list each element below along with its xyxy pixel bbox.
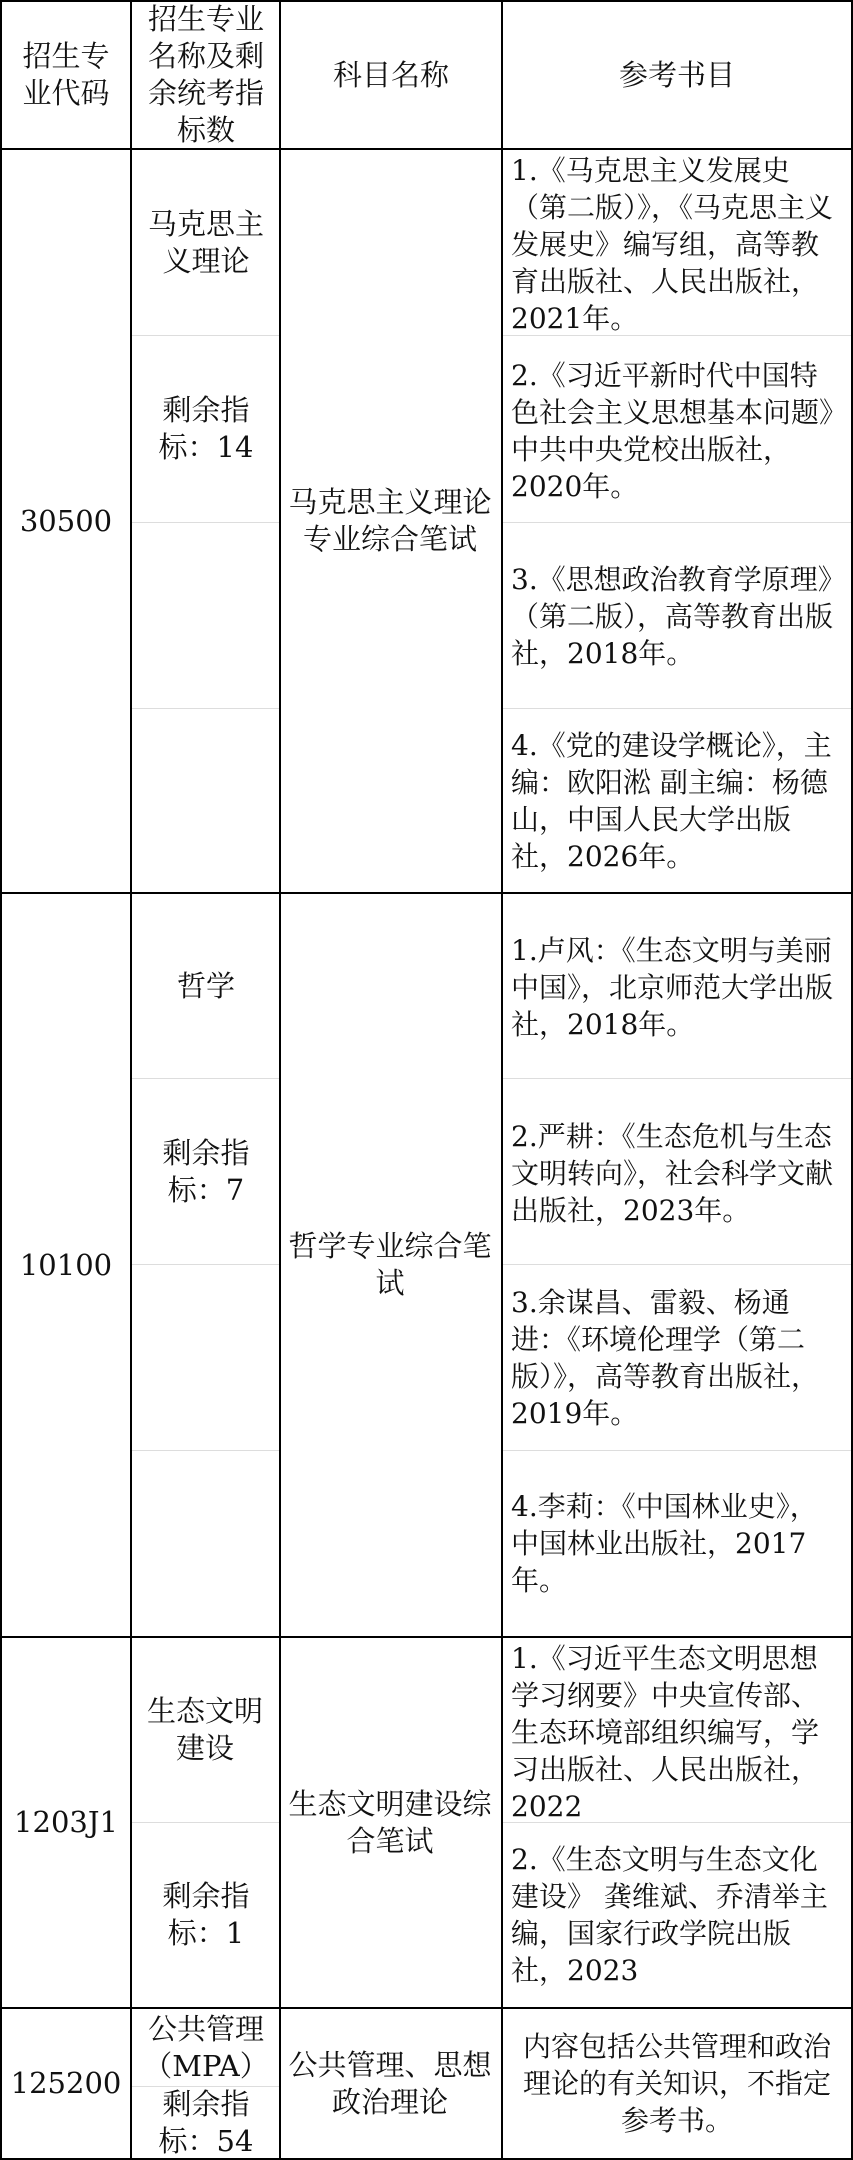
book-entry: 1.《马克思主义发展史（第二版）》，《马克思主义发展史》编写组，高等教育出版社、人民出版社，2021年。 [511,154,834,335]
major-name: 哲学 [176,968,235,1003]
major-code: 1203J1 [14,1805,118,1839]
remaining-quota: 剩余指标：7 [162,1135,250,1207]
subject-name: 哲学专业综合笔试 [288,1229,492,1300]
book-entry: 1.《习近平生态文明思想学习纲要》中央宣传部、生态环境部组织编写，学习出版社、人民出版社，2022 [511,1642,820,1823]
book-entry: 2.严耕：《生态危机与生态文明转向》，社会科学文献出版社，2023年。 [511,1120,834,1227]
major-name: 公共管理（MPA） [143,2011,269,2083]
subrow-line [132,522,279,523]
header-code: 招生专业代码 [22,39,110,110]
column-divider [279,0,281,2160]
book-entry: 3.《思想政治教育学原理》（第二版），高等教育出版社，2018年。 [511,563,834,670]
subject-name: 马克思主义理论专业综合笔试 [288,485,492,556]
book-entry: 内容包括公共管理和政治理论的有关知识，不指定参考书。 [522,2030,831,2137]
book-entry: 2.《习近平新时代中国特色社会主义思想基本问题》中共中央党校出版社，2020年。 [511,359,834,503]
major-code: 30500 [19,503,113,538]
remaining-quota: 剩余指标：14 [158,393,254,464]
subrow-line [132,1450,279,1451]
subrow-line [503,1450,851,1451]
subject-name: 生态文明建设综合笔试 [288,1786,492,1858]
remaining-quota: 剩余指标：1 [162,1879,250,1950]
subrow-line [503,1078,851,1079]
column-divider [130,0,132,2160]
major-name: 生态文明建设 [146,1694,263,1765]
table-border-left [0,0,2,2160]
subrow-line [503,1264,851,1265]
major-name: 马克思主义理论 [147,206,264,278]
subrow-line [132,708,279,709]
subject-name: 公共管理、思想政治理论 [288,2047,492,2119]
book-entry: 4.《党的建设学概论》，主 编：欧阳淞 副主编：杨德山，中国人民大学出版社，2026年。 [511,729,832,873]
book-entry: 1.卢风：《生态文明与美丽中国》，北京师范大学出版社，2018年。 [511,934,834,1041]
book-entry: 3.余谋昌、雷毅、杨通进：《环境伦理学（第二版）》，高等教育出版社，2019年。 [511,1286,820,1430]
subrow-line [503,708,851,709]
major-code: 125200 [10,2066,122,2100]
major-code: 10100 [19,1247,113,1282]
book-entry: 2.《生态文明与生态文化建设》 龚维斌、乔清举主编，国家行政学院出版社，2023 [511,1843,828,1987]
book-entry: 4.李莉：《中国林业史》，中国林业出版社，2017年。 [511,1490,818,1597]
header-major: 招生专业名称及剩余统考指标数 [147,2,264,147]
header-subject: 科目名称 [332,57,449,92]
remaining-quota: 剩余指标：54 [158,2086,254,2158]
header-books: 参考书目 [618,57,735,92]
subrow-line [503,522,851,523]
subrow-line [132,1264,279,1265]
